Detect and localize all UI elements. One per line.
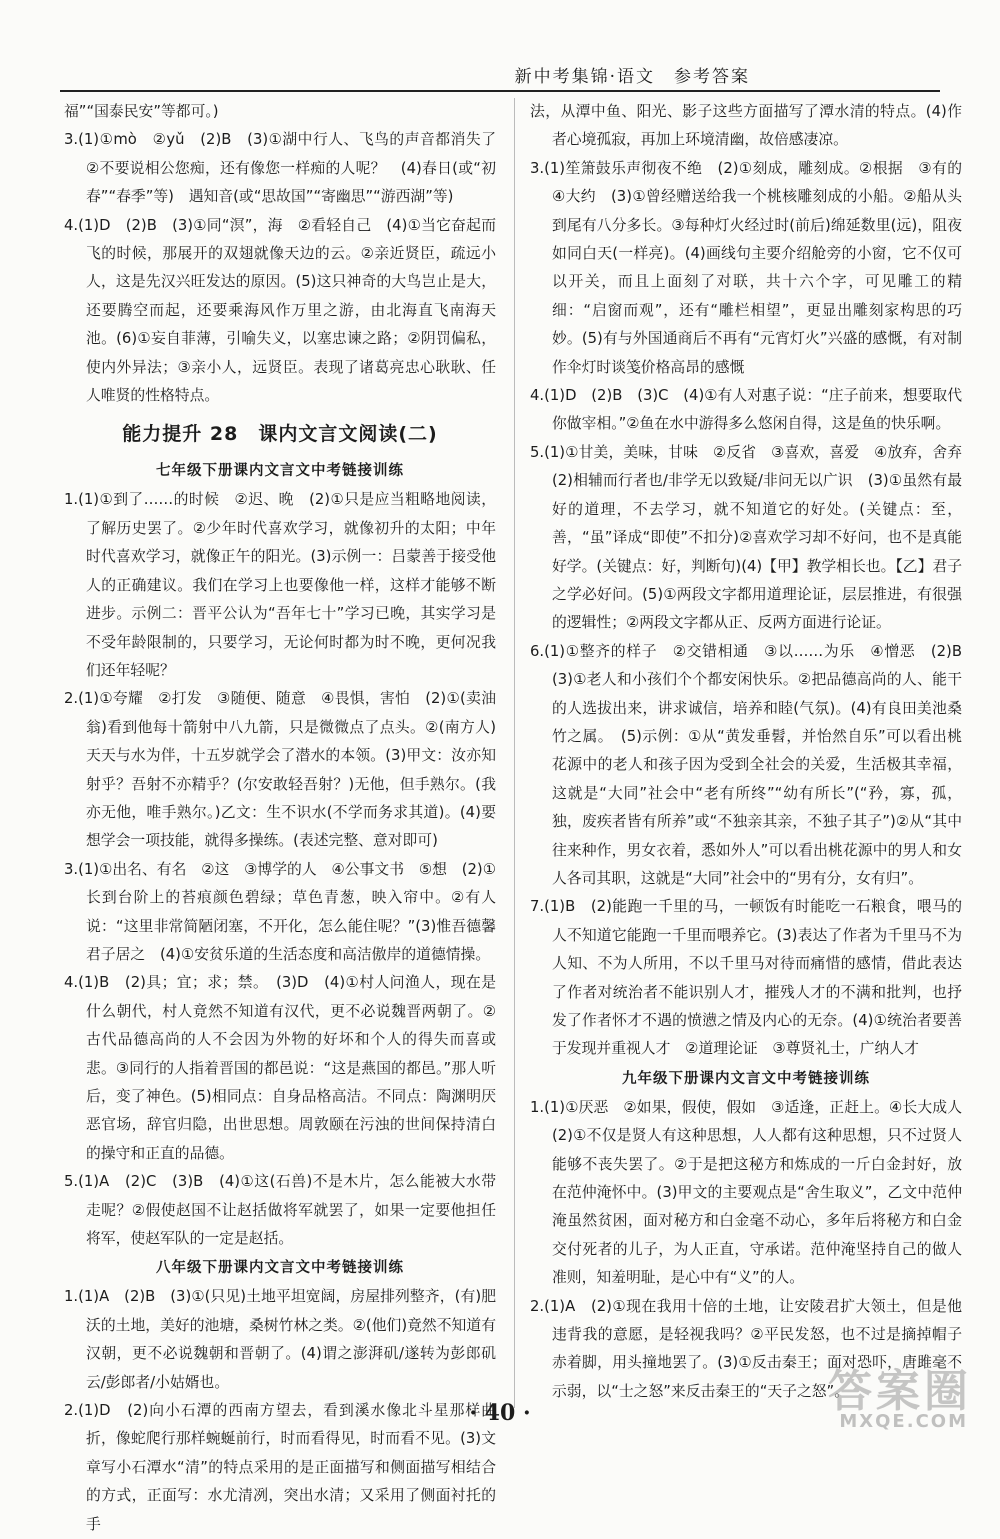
answer-block: 2.(1)A (2)①现在我用十倍的土地，让安陵君扩大领土，但是他违背我的意愿，是轻视我吗？②平民发怒，也不过是摘掉帽子赤着脚，用头撞地罢了。(3)①反击秦王；面对恐吓，唐雎毫不示弱，以“士之怒”来反击秦王的“天子之怒”。 [530, 1297, 962, 1400]
answer-block: 6.(1)①整齐的样子 ②交错相通 ③以……为乐 ④憎恶 (2)B (3)①老人和小孩们个个都安闲快乐。②把品德高尚的人、能干的人选拔出来，讲求诚信，培养和睦(气氛)。(4)有良田美池桑竹之属。 (5)示例：①从“黄发垂髫，并怡然自乐”可以看出桃花源中的老人和孩子因为受到全社会的关爱，生活极其幸福，这就是“大同”社会中“老有所终”“幼有所长”(“矜，寡，孤，独，废疾者皆有所养”或“不独亲其亲，不独子其子”)②从“其中往来种作，男女衣着，悉如外人”可以看出桃花源中的男人和女人各司其职，这就是“大同”社会中的“男有分，女有归”。 [530, 642, 977, 887]
answer-block: 4.(1)D (2)B (3)①同“溟”，海 ②看轻自己 (4)①当它奋起而飞的时候，那展开的双翅就像天边的云。②亲近贤臣，疏远小人，这是先汉兴旺发达的原因。(5)这只神奇的大鸟岂止是大，还要腾空而起，还要乘海风作万里之游，由北海直飞南海天池。(6)①妄自菲薄，引喻失义，以塞忠谏之路；②阴罚偏私，使内外异法；③亲小人，远贤臣。表现了诸葛亮忠心耿耿、任人唯贤的性格特点。 [64, 216, 496, 405]
sub-title-grade8: 八年级下册课内文言文中考链接训练 [156, 1260, 404, 1277]
watermark-url: MXQE.COM [839, 1411, 968, 1432]
answer-block: 3.(1)①出名、有名 ②这 ③博学的人 ④公事文书 ⑤想 (2)①长到台阶上的苔痕颜色碧绿；草色青葱，映入帘中。②有人说：“这里非常简陋闭塞，不开化，怎么能住呢？”(3)惟吾德馨 君子居之 (4)①安贫乐道的生活态度和高洁傲岸的道德情操。 [64, 860, 511, 963]
watermark-logo [790, 1355, 980, 1435]
header-title: 新中考集锦·语文 参考答案 [514, 67, 750, 87]
answer-block: 5.(1)①甘美，美味，甘味 ②反省 ③喜欢，喜爱 ④放弃，舍弃 (2)相辅而行者也/非学无以致疑/非问无以广识 (3)①虽然有最好的道理，不去学习，就不知道它的好处。(关键点：至，善，“虽”译成“即使”不扣分)②喜欢学习却不好问，也不是真能好学。(关键点：好，判断句)(4)【甲】教学相长也。【乙】君子之学必好问。(5)①两段文字都用道理论证，层层推进，有很强的逻辑性；②两段文字都从正、反两方面进行论证。 [530, 443, 977, 632]
answer-block: 7.(1)B (2)能跑一千里的马，一顿饭有时能吃一石粮食，喂马的人不知道它能跑一千里而喂养它。(3)表达了作者为千里马不为人知、不为人所用，不以千里马对待而痛惜的感情，借此表达了作者对统治者不能识别人才，摧残人才的不满和批判，也抒发了作者怀才不遇的愤懑之情及内心的无奈。(4)①统治者要善于发现并重视人才 ②道理论证 ③尊贤礼士，广纳人才 [530, 898, 962, 1058]
page-header [60, 62, 940, 92]
answer-block: 3.(1)①mò ②yǔ (2)B (3)①湖中行人、飞鸟的声音都消失了 ②不要说相公您痴，还有像您一样痴的人呢？ (4)春日(或“初春”“春季”等) 遇知音(或“思故国”“寄幽思”“游西湖”等) [64, 131, 511, 206]
sub-title-grade7: 七年级下册课内文言文中考链接训练 [156, 463, 404, 480]
answer-block: 1.(1)①到了……的时候 ②迟、晚 (2)①只是应当粗略地阅读，了解历史罢了。②少年时代喜欢学习，就像初升的太阳；中年时代喜欢学习，就像正午的阳光。(3)示例一：吕蒙善于接受他人的正确建议。我们在学习上也要像他一样，这样才能够不断进步。示例二：晋平公认为“吾年七十”学习已晚，其实学习是不受年龄限制的，只要学习，无论何时都为时不晚，更何况我们还年轻呢？ [64, 491, 496, 679]
section-title: 能力提升 28 课内文言文阅读(二) [122, 423, 438, 446]
page-number: · 40 · [469, 1400, 531, 1426]
answer-block: 2.(1)①夸耀 ②打发 ③随便、随意 ④畏惧，害怕 (2)①(卖油翁)看到他每十箭射中八九箭，只是微微点了点头。②(南方人)天天与水为伴，十五岁就学会了潜水的本领。(3)甲文：汝亦知射乎？吾射不亦精乎？(尔安敢轻吾射？)无他，但手熟尔。(我亦无他，唯手熟尔。)乙文：生不识水(不学而务求其道)。(4)要想学会一项技能，就得多操练。(表述完整、意对即可) [64, 690, 496, 850]
header-rule [60, 90, 940, 92]
answer-block: 3.(1)笙箫鼓乐声彻夜不绝 (2)①刻成，雕刻成。②根据 ③有的 ④大约 (3)①曾经赠送给我一个桃核雕刻成的小船。②船从头到尾有八分多长。③每种灯火经过时(前后)绵延数里(远)，阻夜如同白天(一样亮)。(4)画线句主要介绍舱旁的小窗，它不仅可以开关，而且上面刻了对联，共十六个字，可见雕工的精细：“启窗而观”，还有“雕栏相望”，更显出雕刻家构思的巧妙。(5)有与外国通商后不再有“元宵灯火”兴盛的感慨，有对制作伞灯时谈笺价格高昂的感慨 [530, 159, 977, 376]
watermark-text: 答案圈 [828, 1366, 972, 1417]
sub-title-grade9: 九年级下册课内文言文中考链接训练 [622, 1070, 870, 1087]
answer-block: 法，从潭中鱼、阳光、影子这些方面描写了潭水清的特点。(4)作者心境孤寂，再加上环境清幽，故倍感凄凉。 [530, 103, 962, 149]
answer-block: 福”“国泰民安”等都可。) [64, 103, 219, 120]
right-column [530, 98, 977, 1406]
answer-block: 2.(1)D (2)向小石潭的西南方望去，看到溪水像北斗星那样曲折，像蛇爬行那样蜿蜒前行，时而看得见，时而看不见。(3)文章写小石潭水“清”的特点采用的是正面描写和侧面描写相结合的方式，正面写：水尤清冽，突出水清；又采用了侧面衬托的手 [64, 1402, 496, 1533]
column-divider [514, 98, 515, 1408]
answer-block: 5.(1)A (2)C (3)B (4)①这(石兽)不是木片，怎么能被大水带走呢？②假使赵国不让赵括做将军就罢了，如果一定要他担任将军，使赵军队的一定是赵括。 [64, 1173, 496, 1248]
answer-block: 1.(1)A (2)B (3)①(只见)土地平坦宽阔，房屋排列整齐，(有)肥沃的土地，美好的池塘，桑树竹林之类。②(他们)竟然不知道有汉朝，更不必说魏朝和晋朝了。(4)谓之澎湃矶/遂转为彭郎矶云/彭郎者/小姑婿也。 [64, 1288, 496, 1391]
answer-block: 1.(1)①厌恶 ②如果，假使，假如 ③适逢，正赶上。④长大成人 (2)①不仅是贤人有这种思想，人人都有这种思想，只不过贤人能够不丧失罢了。②于是把这秘方和炼成的一斤白金封好，放在范仲淹怀中。(3)甲文的主要观点是“舍生取义”，乙文中范仲淹虽然贫困，面对秘方和白金毫不动心，多年后将秘方和白金交付死者的儿子，为人正直，守承诺。范仲淹坚持自己的做人准则，知羞明耻，是心中有“义”的人。 [530, 1098, 977, 1287]
answer-block: 4.(1)B (2)具；宜；求；禁。 (3)D (4)①村人问渔人，现在是什么朝代，村人竟然不知道有汉代，更不必说魏晋两朝了。②古代品德高尚的人不会因为外物的好坏和个人的得失而喜或悲。③同行的人指着晋国的都邑说：“这是燕国的都邑。”那人听后，变了神色。(5)相同点：自身品格高洁。不同点：陶渊明厌恶官场，辞官归隐，出世思想。周敦颐在污浊的世间保持清白的操守和正直的品德。 [64, 974, 496, 1162]
answer-block: 4.(1)D (2)B (3)C (4)①有人对惠子说：“庄子前来，想要取代你做宰相。”②鱼在水中游得多么悠闲自得，这是鱼的快乐啊。 [530, 387, 962, 433]
